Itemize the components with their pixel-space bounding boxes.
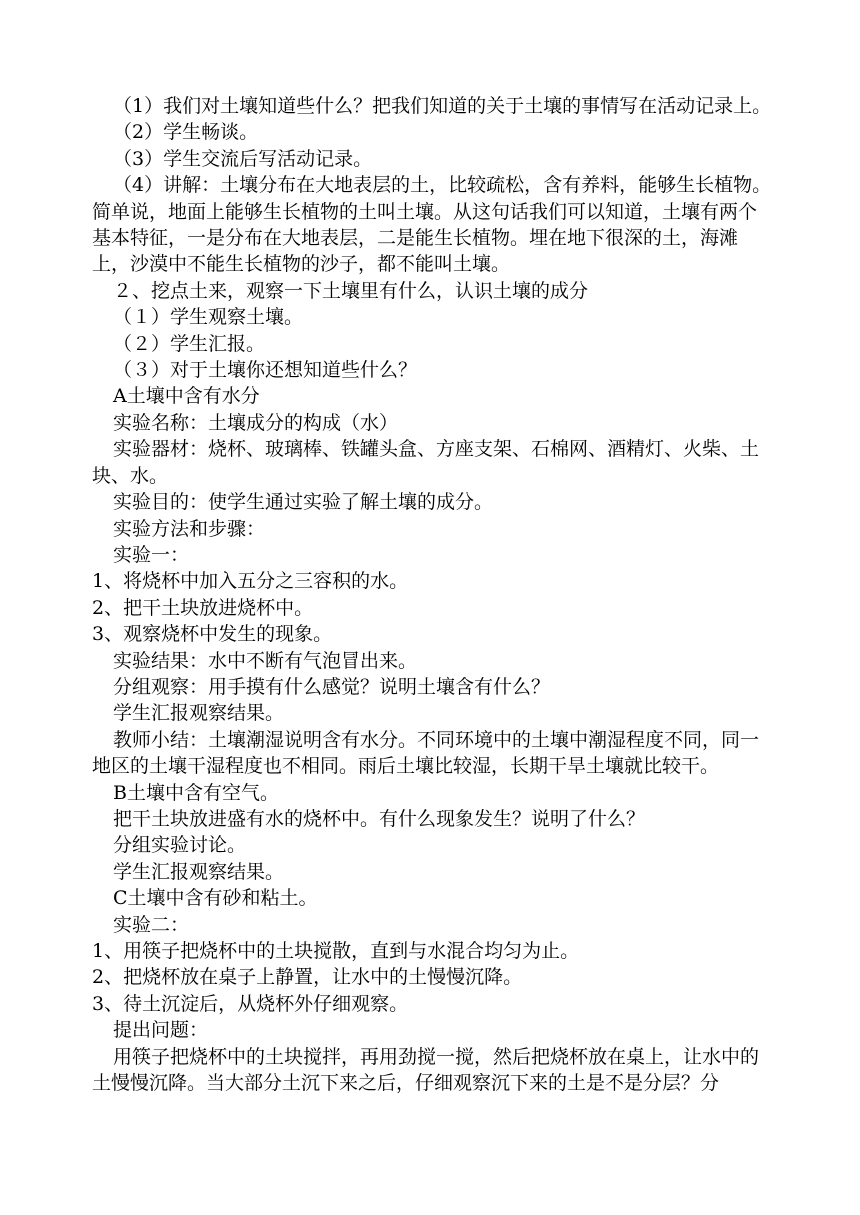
paragraph: 分组观察：用手摸有什么感觉？说明土壤含有什么？ — [113, 675, 551, 698]
paragraph: 把干土块放进盛有水的烧杯中。有什么现象发生？说明了什么？ — [113, 807, 646, 830]
paragraph: 实验名称：土壤成分的构成（水） — [113, 411, 399, 434]
paragraph: 教师小结：土壤潮湿说明含有水分。不同环境中的土壤中潮湿程度不同，同一地区的土壤干湿程度也不相同。雨后土壤比较湿，长期干旱土壤就比较干。 — [92, 728, 760, 778]
paragraph: （２）学生汇报。 — [113, 332, 266, 355]
paragraph: 实验目的：使学生通过实验了解土壤的成分。 — [113, 491, 494, 514]
list-item: 3、观察烧杯中发生的现象。 — [92, 623, 333, 646]
paragraph: 学生汇报观察结果。 — [113, 702, 285, 725]
paragraph: 提出问题： — [113, 1019, 209, 1042]
list-item: 2、把烧杯放在桌子上静置，让水中的土慢慢沉降。 — [92, 966, 523, 989]
paragraph: 实验方法和步骤： — [113, 517, 266, 540]
paragraph: （1）我们对土壤知道些什么？把我们知道的关于土壤的事情写在活动记录上。 — [113, 95, 772, 117]
list-item: 1、用筷子把烧杯中的土块搅散，直到与水混合均匀为止。 — [92, 940, 580, 962]
list-item: 3、待土沉淀后，从烧杯外仔细观察。 — [92, 992, 409, 1015]
paragraph: 实验二： — [113, 913, 190, 936]
subsection-heading: B土壤中含有空气。 — [113, 781, 279, 804]
paragraph: 用筷子把烧杯中的土块搅拌，再用劲搅一搅，然后把烧杯放在桌上，让水中的土慢慢沉降。当大部分土沉下来之后，仔细观察沉下来的土是不是分层？分 — [92, 1045, 760, 1095]
subsection-heading: C土壤中含有砂和粘土。 — [113, 887, 318, 910]
paragraph: 分组实验讨论。 — [113, 834, 247, 857]
paragraph: （3）学生交流后写活动记录。 — [113, 147, 373, 170]
paragraph: 实验器材：烧杯、玻璃棒、铁罐头盒、方座支架、石棉网、酒精灯、火柴、土块、水。 — [92, 438, 760, 487]
paragraph: （１）学生观察土壤。 — [113, 306, 304, 329]
subsection-heading: A土壤中含有水分 — [113, 385, 260, 408]
paragraph: 学生汇报观察结果。 — [113, 860, 285, 883]
document-body — [92, 93, 772, 1096]
paragraph: （4）讲解：土壤分布在大地表层的土，比较疏松，含有养料，能够生长植物。简单说，地面上能够生长植物的土叫土壤。从这句话我们可以知道，土壤有两个基本特征，一是分布在大地表层，二是能生长植物。埋在地下很深的土，海滩上，沙漠中不能生长植物的沙子，都不能叫土壤。 — [92, 174, 772, 276]
paragraph: 实验结果：水中不断有气泡冒出来。 — [113, 649, 418, 672]
paragraph: （2）学生畅谈。 — [113, 121, 259, 144]
section-heading: ２、挖点土来，观察一下土壤里有什么，认识土壤的成分 — [113, 279, 589, 302]
paragraph: （３）对于土壤你还想知道些什么？ — [113, 359, 418, 382]
list-item: 1、将烧杯中加入五分之三容积的水。 — [92, 570, 409, 593]
list-item: 2、把干土块放进烧杯中。 — [92, 596, 314, 619]
paragraph: 实验一： — [113, 543, 190, 566]
